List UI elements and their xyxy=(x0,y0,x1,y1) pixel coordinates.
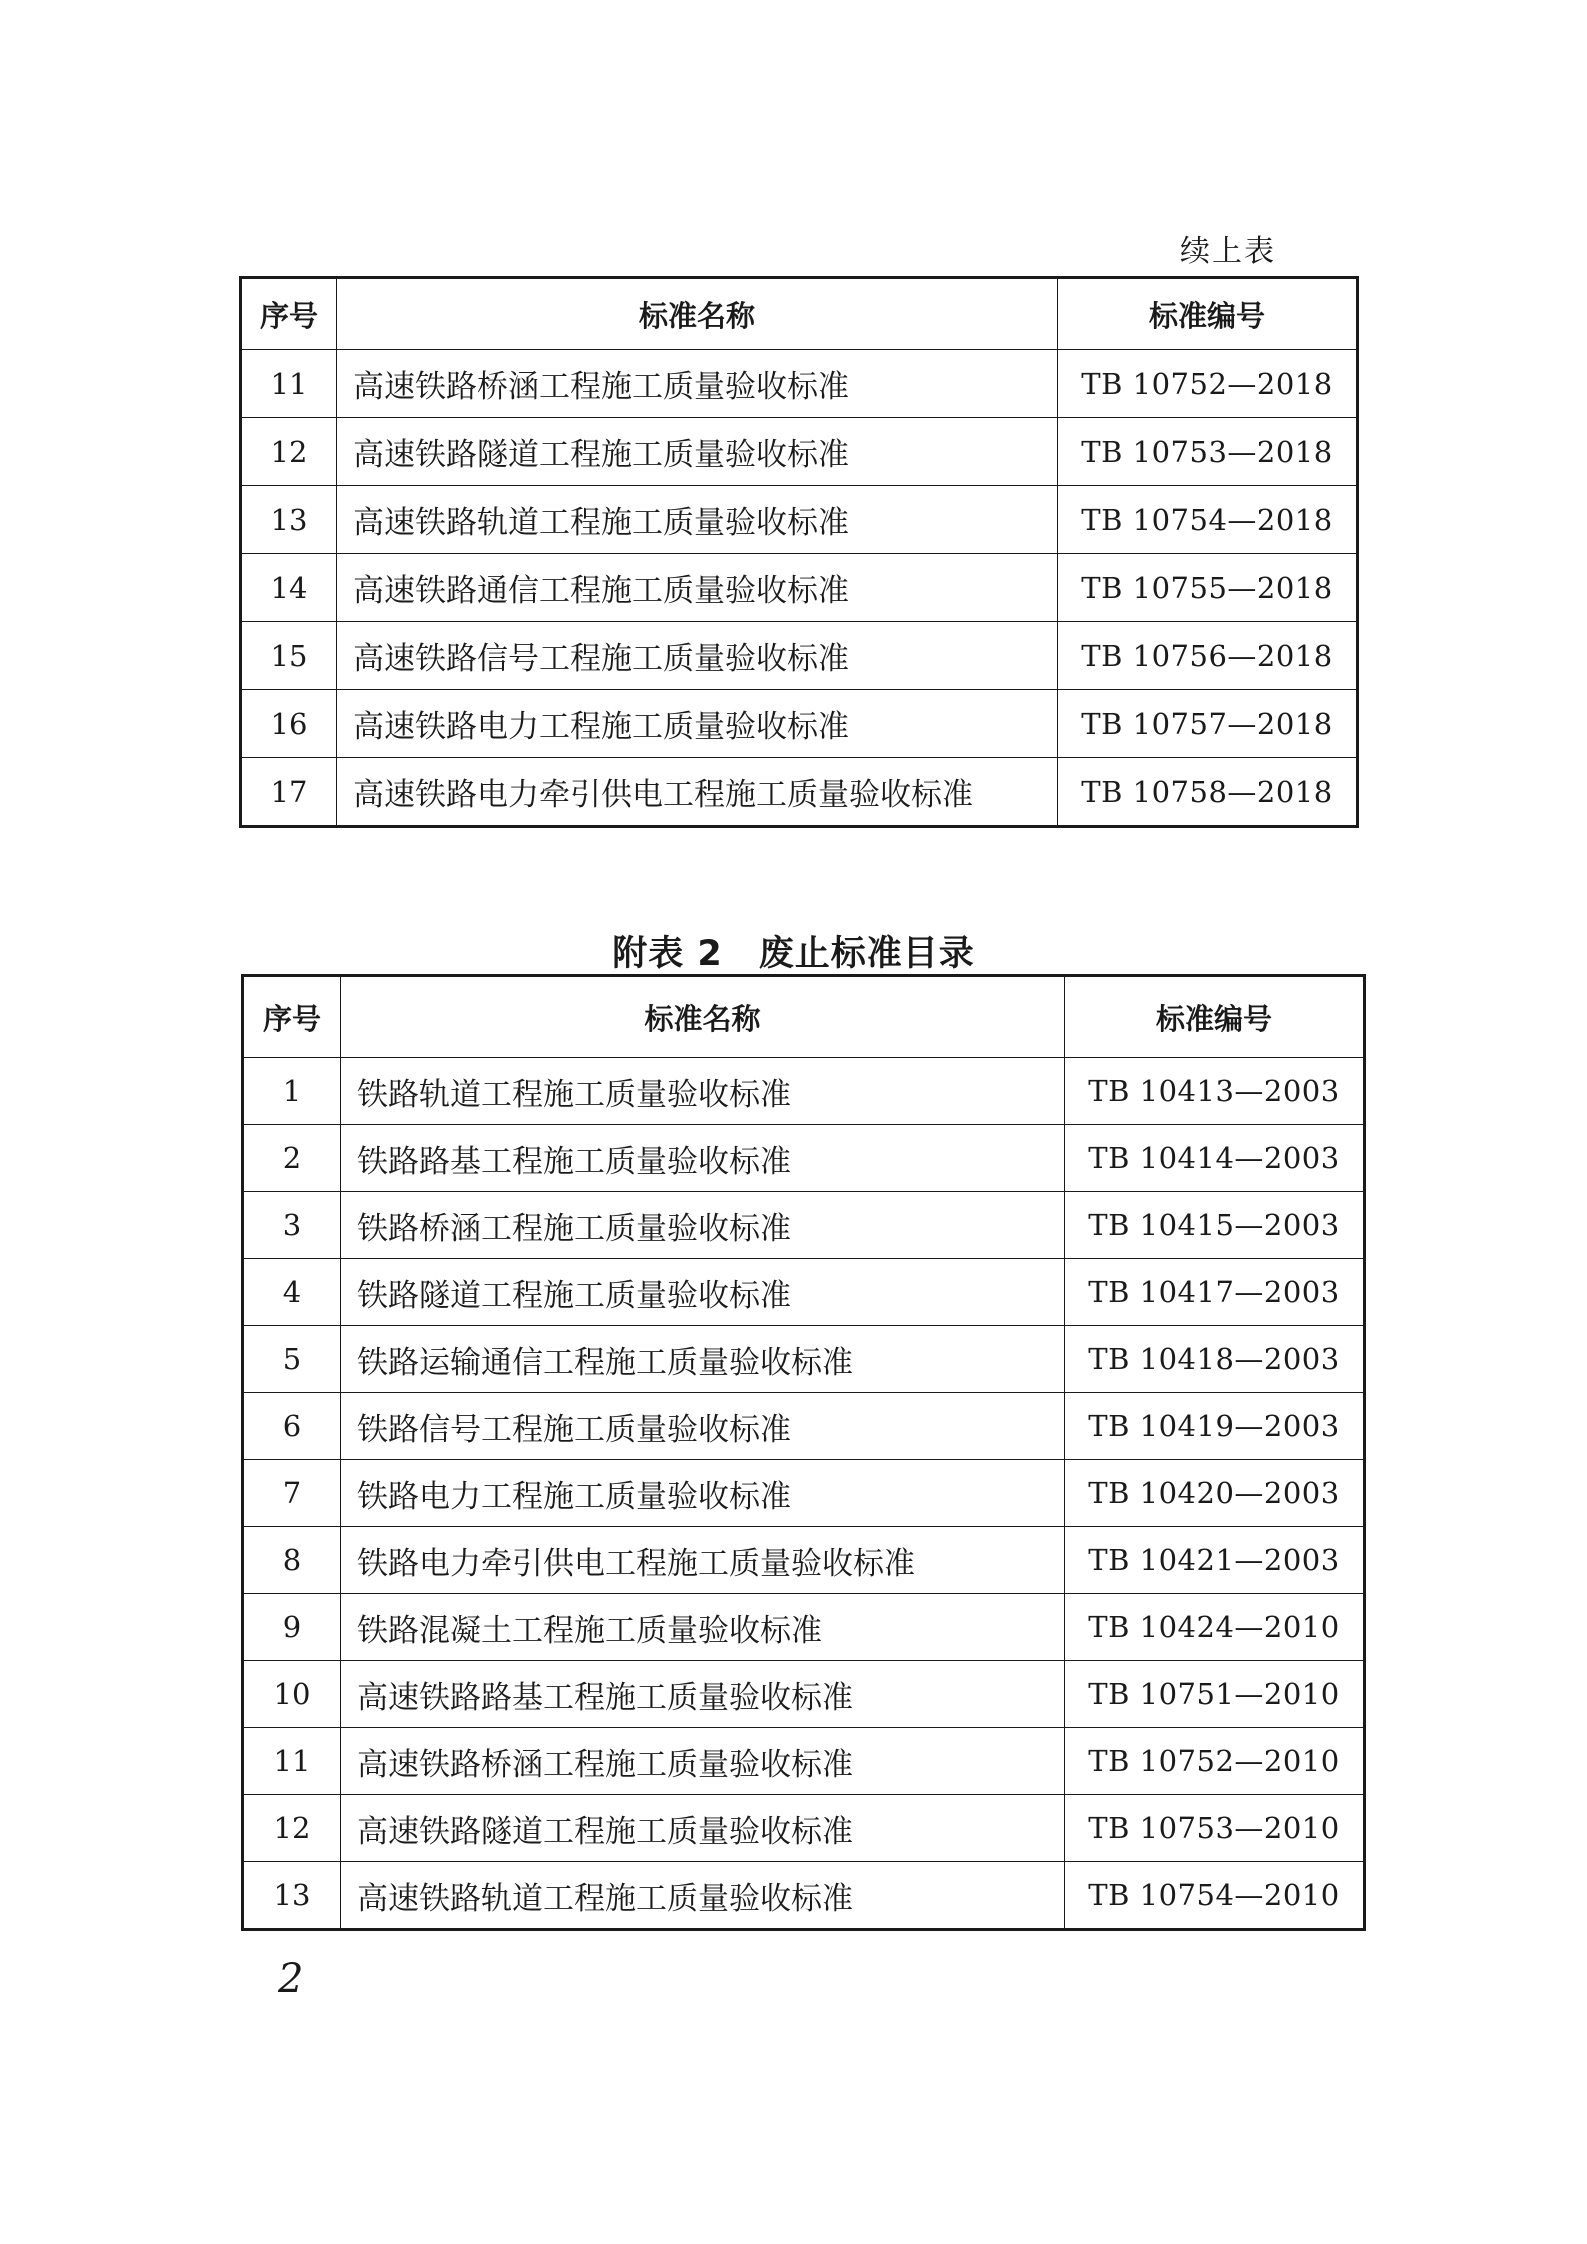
row-name: 铁路隧道工程施工质量验收标准 xyxy=(341,1259,1065,1326)
row-name: 高速铁路隧道工程施工质量验收标准 xyxy=(337,418,1058,486)
standards-table-continued xyxy=(239,276,1359,828)
row-name: 高速铁路电力牵引供电工程施工质量验收标准 xyxy=(337,758,1058,827)
row-seq: 13 xyxy=(243,1862,341,1930)
header-name: 标准名称 xyxy=(341,976,1065,1058)
row-seq: 15 xyxy=(241,622,337,690)
header-seq: 序号 xyxy=(243,976,341,1058)
row-code: TB 10413—2003 xyxy=(1065,1058,1365,1125)
row-code: TB 10758—2018 xyxy=(1058,758,1358,827)
row-name: 铁路信号工程施工质量验收标准 xyxy=(341,1393,1065,1460)
table-row xyxy=(243,1594,1365,1661)
table-row xyxy=(243,1326,1365,1393)
row-code: TB 10415—2003 xyxy=(1065,1192,1365,1259)
header-code: 标准编号 xyxy=(1065,976,1365,1058)
row-seq: 5 xyxy=(243,1326,341,1393)
row-code: TB 10419—2003 xyxy=(1065,1393,1365,1460)
row-seq: 11 xyxy=(241,350,337,418)
row-name: 高速铁路电力工程施工质量验收标准 xyxy=(337,690,1058,758)
table-row xyxy=(243,1259,1365,1326)
row-name: 高速铁路桥涵工程施工质量验收标准 xyxy=(341,1728,1065,1795)
row-seq: 12 xyxy=(243,1795,341,1862)
row-name: 铁路轨道工程施工质量验收标准 xyxy=(341,1058,1065,1125)
row-name: 铁路电力牵引供电工程施工质量验收标准 xyxy=(341,1527,1065,1594)
table-row xyxy=(241,418,1358,486)
row-name: 高速铁路轨道工程施工质量验收标准 xyxy=(341,1862,1065,1930)
row-seq: 9 xyxy=(243,1594,341,1661)
row-name: 铁路混凝土工程施工质量验收标准 xyxy=(341,1594,1065,1661)
row-code: TB 10751—2010 xyxy=(1065,1661,1365,1728)
row-code: TB 10420—2003 xyxy=(1065,1460,1365,1527)
row-seq: 17 xyxy=(241,758,337,827)
row-seq: 10 xyxy=(243,1661,341,1728)
row-name: 铁路运输通信工程施工质量验收标准 xyxy=(341,1326,1065,1393)
row-seq: 6 xyxy=(243,1393,341,1460)
row-seq: 3 xyxy=(243,1192,341,1259)
table-row xyxy=(243,1862,1365,1930)
row-code: TB 10754—2010 xyxy=(1065,1862,1365,1930)
row-code: TB 10754—2018 xyxy=(1058,486,1358,554)
row-code: TB 10752—2010 xyxy=(1065,1728,1365,1795)
table-row xyxy=(241,690,1358,758)
table-row xyxy=(243,1661,1365,1728)
row-name: 铁路路基工程施工质量验收标准 xyxy=(341,1125,1065,1192)
table-row xyxy=(241,486,1358,554)
row-name: 高速铁路路基工程施工质量验收标准 xyxy=(341,1661,1065,1728)
row-seq: 1 xyxy=(243,1058,341,1125)
table-row xyxy=(243,1460,1365,1527)
row-code: TB 10417—2003 xyxy=(1065,1259,1365,1326)
table-row xyxy=(243,1125,1365,1192)
header-code: 标准编号 xyxy=(1058,278,1358,350)
row-seq: 14 xyxy=(241,554,337,622)
table-row xyxy=(241,758,1358,827)
continued-label: 续上表 xyxy=(1180,234,1276,269)
table-row xyxy=(243,1058,1365,1125)
row-seq: 4 xyxy=(243,1259,341,1326)
page-number: 2 xyxy=(278,1956,304,2002)
table-row xyxy=(241,554,1358,622)
table-row xyxy=(243,1393,1365,1460)
header-seq: 序号 xyxy=(241,278,337,350)
row-seq: 7 xyxy=(243,1460,341,1527)
row-seq: 13 xyxy=(241,486,337,554)
row-code: TB 10756—2018 xyxy=(1058,622,1358,690)
row-seq: 8 xyxy=(243,1527,341,1594)
row-code: TB 10424—2010 xyxy=(1065,1594,1365,1661)
row-name: 高速铁路桥涵工程施工质量验收标准 xyxy=(337,350,1058,418)
table-header-row xyxy=(243,976,1365,1058)
row-name: 高速铁路隧道工程施工质量验收标准 xyxy=(341,1795,1065,1862)
table-row xyxy=(241,622,1358,690)
table-row xyxy=(241,350,1358,418)
row-name: 高速铁路信号工程施工质量验收标准 xyxy=(337,622,1058,690)
row-code: TB 10752—2018 xyxy=(1058,350,1358,418)
row-code: TB 10757—2018 xyxy=(1058,690,1358,758)
row-name: 高速铁路轨道工程施工质量验收标准 xyxy=(337,486,1058,554)
row-code: TB 10753—2010 xyxy=(1065,1795,1365,1862)
table-row xyxy=(243,1795,1365,1862)
row-seq: 11 xyxy=(243,1728,341,1795)
table-row xyxy=(243,1527,1365,1594)
table-row xyxy=(243,1192,1365,1259)
row-code: TB 10414—2003 xyxy=(1065,1125,1365,1192)
row-name: 铁路桥涵工程施工质量验收标准 xyxy=(341,1192,1065,1259)
row-seq: 12 xyxy=(241,418,337,486)
header-name: 标准名称 xyxy=(337,278,1058,350)
row-code: TB 10753—2018 xyxy=(1058,418,1358,486)
row-name: 高速铁路通信工程施工质量验收标准 xyxy=(337,554,1058,622)
appendix-title: 附表 2 废止标准目录 xyxy=(612,934,975,974)
row-name: 铁路电力工程施工质量验收标准 xyxy=(341,1460,1065,1527)
row-code: TB 10755—2018 xyxy=(1058,554,1358,622)
row-code: TB 10421—2003 xyxy=(1065,1527,1365,1594)
table-header-row xyxy=(241,278,1358,350)
table-row xyxy=(243,1728,1365,1795)
row-code: TB 10418—2003 xyxy=(1065,1326,1365,1393)
abolished-standards-table xyxy=(241,974,1366,1931)
row-seq: 16 xyxy=(241,690,337,758)
row-seq: 2 xyxy=(243,1125,341,1192)
